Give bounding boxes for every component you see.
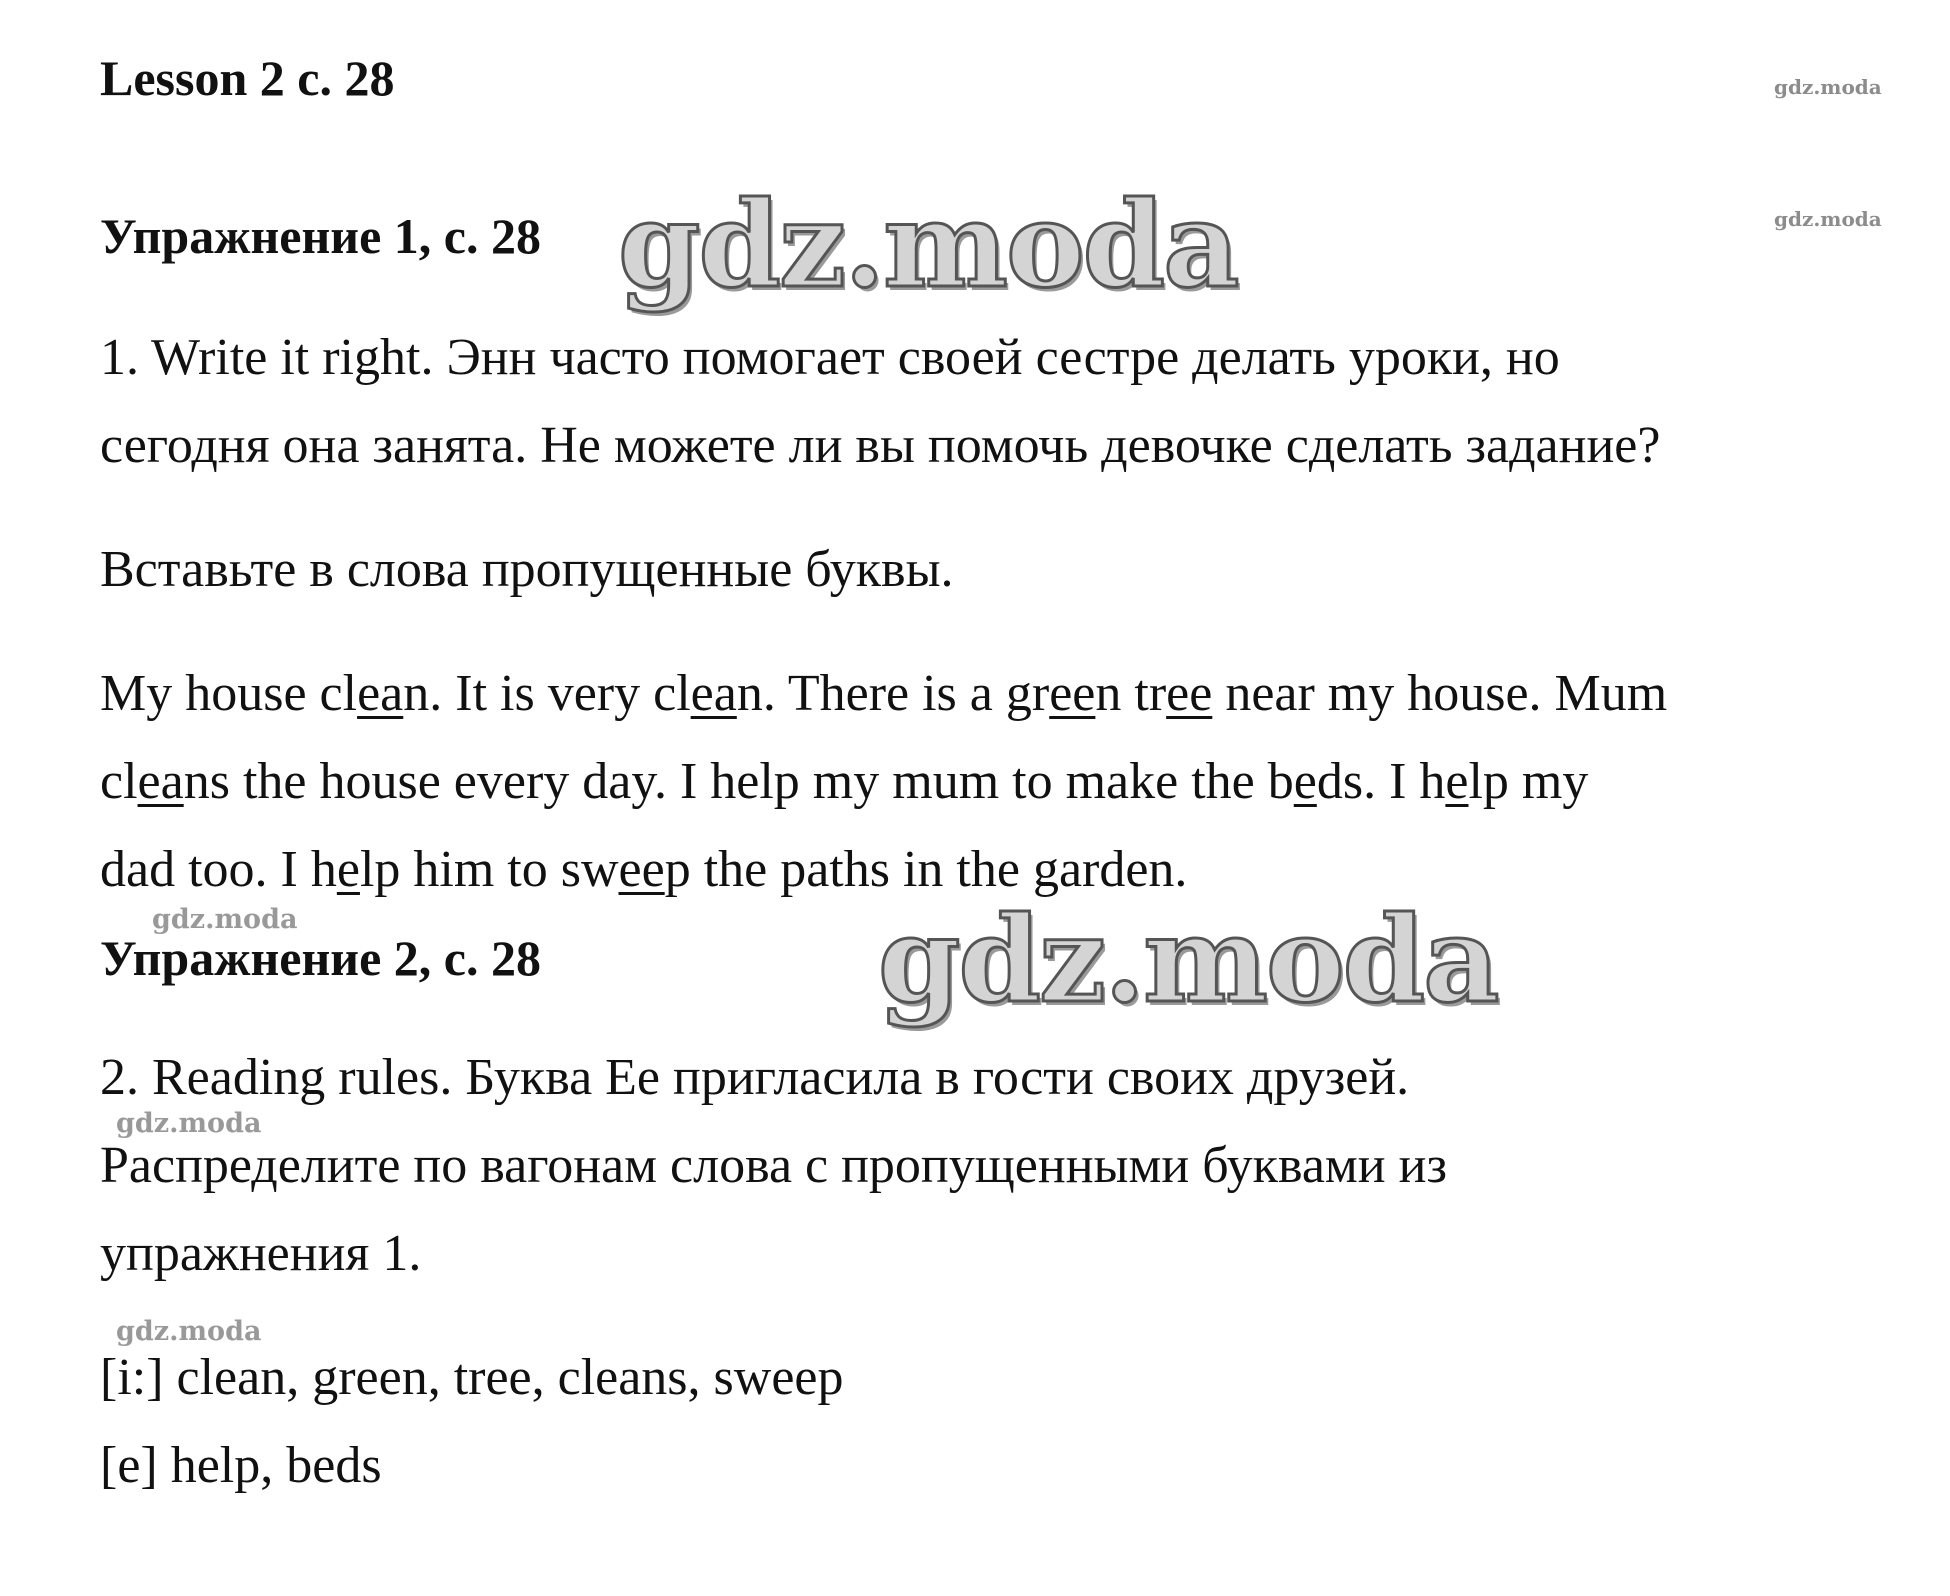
answer-text: dad too. I h bbox=[100, 841, 337, 898]
answer-line-i: [i:] clean, green, tree, cleans, sweep bbox=[100, 1349, 844, 1406]
watermark-small: gdz.moda bbox=[116, 1316, 262, 1347]
exercise-2-answers bbox=[100, 1334, 844, 1510]
watermark-small: gdz.moda bbox=[1774, 75, 1882, 99]
exercise-2-task-line: 2. Reading rules. Буква Ee пригласила в гости своих друзей. bbox=[100, 1049, 1410, 1106]
watermark-small: gdz.moda bbox=[1774, 207, 1882, 231]
answer-text: ns the house every day. I help my mum to make the b bbox=[183, 753, 1294, 810]
answer-text: n tr bbox=[1095, 665, 1167, 722]
watermark-large: gdz.moda bbox=[878, 890, 1498, 1029]
inserted-letters: e bbox=[1293, 753, 1317, 810]
lesson-title: Lesson 2 с. 28 bbox=[100, 50, 395, 106]
answer-text: n. There is a gr bbox=[736, 665, 1050, 722]
exercise-2-heading: Упражнение 2, с. 28 bbox=[100, 930, 541, 986]
inserted-letters: ee bbox=[618, 841, 665, 898]
exercise-1-instruction: Вставьте в слова пропущенные буквы. bbox=[100, 541, 954, 598]
watermark-small: gdz.moda bbox=[116, 1108, 262, 1139]
exercise-2-task-line: Распределите по вагонам слова с пропущенными буквами из bbox=[100, 1137, 1447, 1194]
exercise-1-answer-line bbox=[100, 650, 1667, 738]
inserted-letters: ee bbox=[1049, 665, 1096, 722]
watermark-large: gdz.moda bbox=[618, 175, 1238, 314]
inserted-letters: e bbox=[1445, 753, 1469, 810]
exercise-1-answer-line bbox=[100, 738, 1667, 826]
answer-text: lp my bbox=[1468, 753, 1589, 810]
exercise-2-task-line: упражнения 1. bbox=[100, 1225, 422, 1282]
answer-text: n. It is very cl bbox=[403, 665, 691, 722]
exercise-1-answer bbox=[100, 650, 1667, 914]
answer-text: lp him to sw bbox=[359, 841, 619, 898]
inserted-letters: ea bbox=[357, 665, 404, 722]
exercise-1-task-line: сегодня она занята. Не можете ли вы помочь девочке сделать задание? bbox=[100, 417, 1661, 474]
answer-text: near my house. Mum bbox=[1212, 665, 1668, 722]
exercise-1-task bbox=[100, 314, 1660, 490]
answer-text: My house cl bbox=[100, 665, 358, 722]
answer-line-e: [e] help, beds bbox=[100, 1437, 382, 1494]
exercise-1-task-line: 1. Write it right. Энн часто помогает своей сестре делать уроки, но bbox=[100, 329, 1560, 386]
answer-text: p the paths in the garden. bbox=[664, 841, 1188, 898]
inserted-letters: ea bbox=[690, 665, 737, 722]
inserted-letters: e bbox=[336, 841, 360, 898]
answer-text: cl bbox=[100, 753, 138, 810]
inserted-letters: ea bbox=[137, 753, 184, 810]
inserted-letters: ee bbox=[1166, 665, 1213, 722]
watermark-small: gdz.moda bbox=[152, 904, 298, 935]
answer-text: ds. I h bbox=[1316, 753, 1446, 810]
exercise-2-task bbox=[100, 1034, 1447, 1298]
exercise-1-heading: Упражнение 1, с. 28 bbox=[100, 208, 541, 264]
